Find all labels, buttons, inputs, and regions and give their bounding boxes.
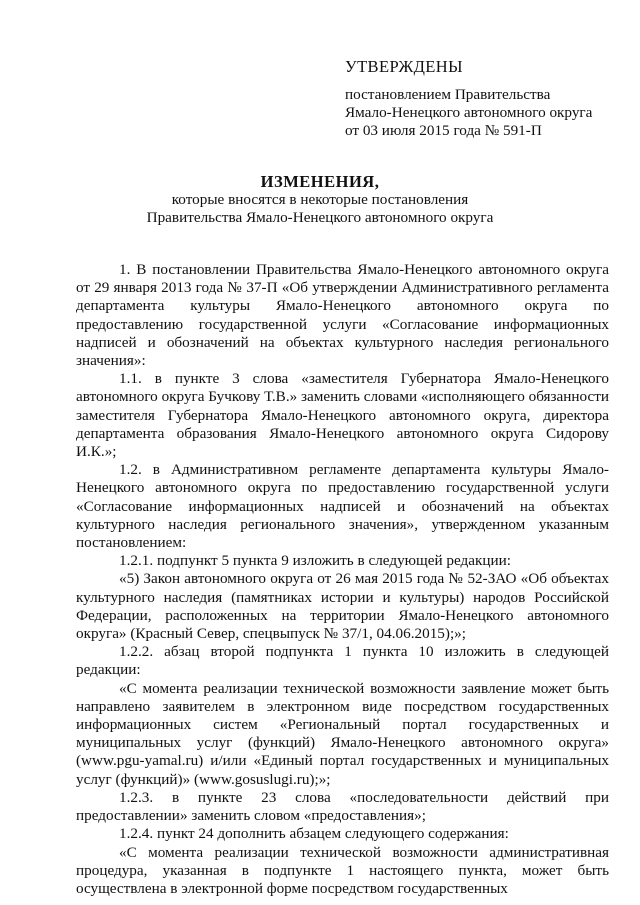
paragraph-1-2-2: 1.2.2. абзац второй подпункта 1 пункта 10 изложить в следующей редакции: bbox=[76, 643, 609, 679]
approval-stamp bbox=[345, 58, 615, 140]
approval-line: постановлением Правительства bbox=[345, 86, 551, 103]
paragraph-quote-5: «5) Закон автономного округа от 26 мая 2015 года № 52-ЗАО «Об объектах культурного наследия (памятниках истории и культуры) народов Российской Федерации, расположенных на территории Ямало-Ненецкого автономного округа» (Красный Север, спецвыпуск № 37/1, 04.06.2015);»; bbox=[76, 570, 609, 643]
paragraph-1-2-4: 1.2.4. пункт 24 дополнить абзацем следующего содержания: bbox=[119, 825, 509, 843]
document-body bbox=[76, 261, 609, 898]
paragraph-1-2-3: 1.2.3. в пункте 23 слова «последовательности действий при предоставлении» заменить словом «предоставления»; bbox=[76, 788, 609, 825]
paragraph-1-1: 1.1. в пункте 3 слова «заместителя Губернатора Ямало-Ненецкого автономного округа Бучкову Т.В.» заменить словами «исполняющего обязанности заместителя Губернатора Ямало-Ненецкого автономного округа, директора департамента образования Ямало-Ненецкого автономного округа Сидорову И.К.»; bbox=[76, 370, 609, 461]
approval-title: УТВЕРЖДЕНЫ bbox=[345, 57, 463, 76]
heading-subtitle-2: Правительства Ямало-Ненецкого автономного округа bbox=[146, 209, 494, 226]
paragraph-quote-procedure: «С момента реализации технической возможности административная процедура, указанная в подпункте 1 настоящего пункта, может быть осуществлена в электронной форме посредством государственных bbox=[76, 843, 609, 897]
paragraph-quote-electronic: «С момента реализации технической возможности заявление может быть направлено заявителем в электронном виде посредством государственных информационных систем «Региональный портал государственных и муниципальных услуг (функций) Ямало-Ненецкого автономного округа» (www.pgu-yamal.ru) и/или «Единый портал государственных и муниципальных услуг (функций)» (www.gosuslugi.ru);»; bbox=[76, 679, 609, 788]
paragraph-1-2: 1.2. в Административном регламенте департамента культуры Ямало-Ненецкого автономного округа по предоставлению государственной услуги «Согласование информационных надписей и обозначений на объектах культурного наследия регионального значения», утвержденном указанным постановлением: bbox=[76, 461, 609, 552]
approval-line: от 03 июля 2015 года № 591-П bbox=[345, 122, 542, 139]
paragraph-1: 1. В постановлении Правительства Ямало-Ненецкого автономного округа от 29 января 2013 года № 37-П «Об утверждении Административного регламента департамента культуры Ямало-Ненецкого автономного округа по предоставлению государственной услуги «Согласование информационных надписей и обозначений на объектах культурного наследия регионального значения»: bbox=[76, 261, 609, 370]
paragraph-1-2-1: 1.2.1. подпункт 5 пункта 9 изложить в следующей редакции: bbox=[119, 552, 511, 570]
document-heading bbox=[0, 173, 640, 227]
heading-subtitle-1: которые вносятся в некоторые постановления bbox=[171, 191, 469, 208]
approval-line: Ямало-Ненецкого автономного округа bbox=[345, 104, 593, 121]
heading-title: ИЗМЕНЕНИЯ, bbox=[260, 172, 380, 191]
